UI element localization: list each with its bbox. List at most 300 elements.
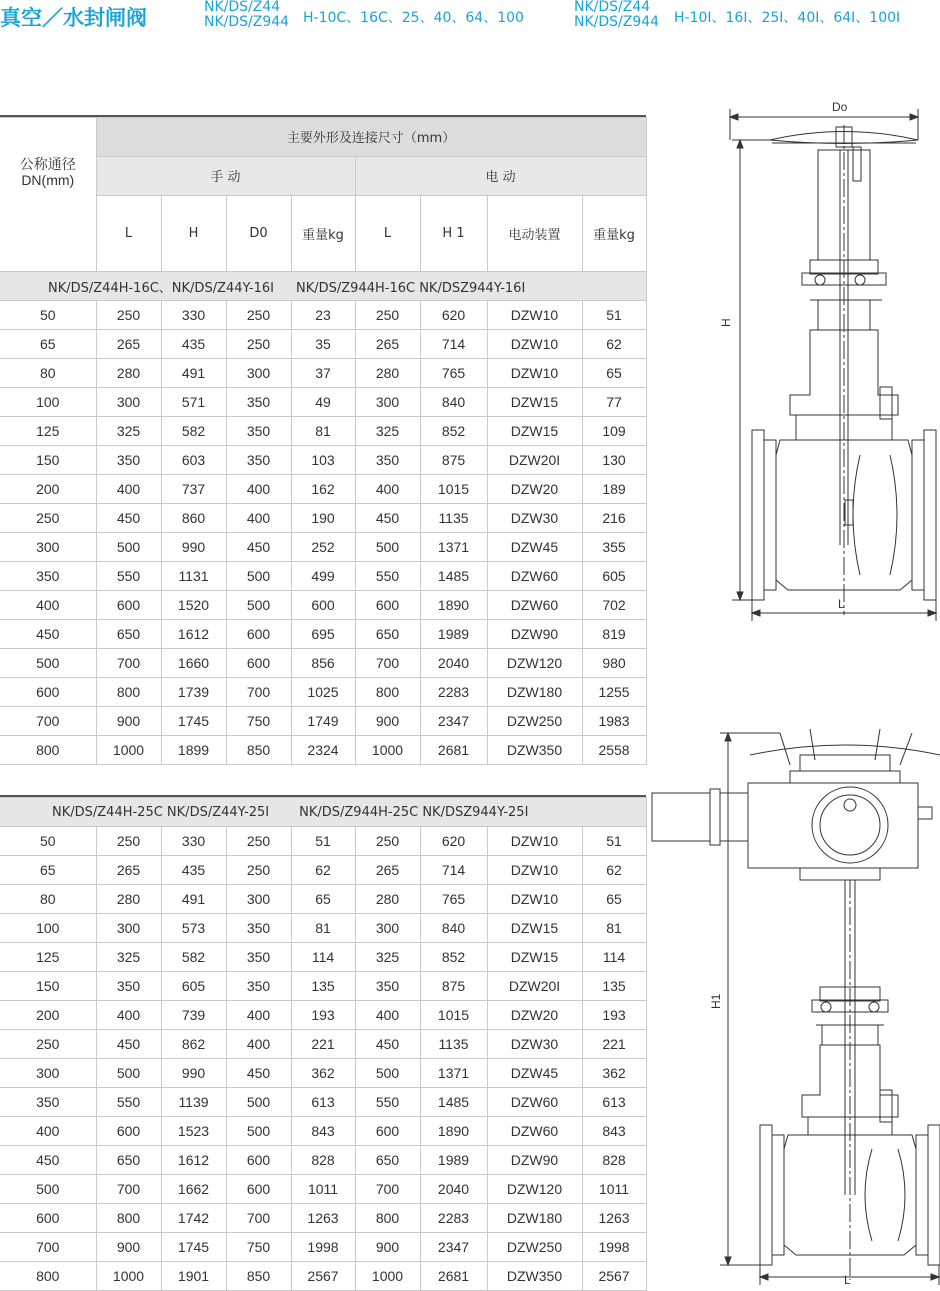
table-cell: 613 xyxy=(291,1088,355,1117)
table-cell: 450 xyxy=(96,504,161,533)
dn-cell: 800 xyxy=(0,736,96,765)
table-row xyxy=(0,1030,646,1059)
dn-cell: 100 xyxy=(0,914,96,943)
h-label: H xyxy=(719,318,733,327)
product-title: 真空／水封闸阀 xyxy=(0,6,147,30)
table-cell: DZW350 xyxy=(487,736,582,765)
table-cell: 1983 xyxy=(582,707,646,736)
table-row xyxy=(0,1233,646,1262)
dn-cell: 400 xyxy=(0,591,96,620)
table-cell: 1901 xyxy=(161,1262,226,1291)
table-cell: 550 xyxy=(96,562,161,591)
table-cell: DZW180 xyxy=(487,678,582,707)
table-row xyxy=(0,475,646,504)
table-cell: 571 xyxy=(161,388,226,417)
table-row xyxy=(0,707,646,736)
series-right-label: NK/DS/Z944H-16C NK/DSZ944Y-16I xyxy=(296,280,526,296)
table-cell: 130 xyxy=(582,446,646,475)
dn-cell: 100 xyxy=(0,388,96,417)
table-row xyxy=(0,1175,646,1204)
electric-valve-drawing xyxy=(640,725,940,1290)
table-cell: 81 xyxy=(582,914,646,943)
table-cell: 600 xyxy=(96,591,161,620)
table-row xyxy=(0,736,646,765)
series-left-label: NK/DS/Z44H-25C NK/DS/Z44Y-25I xyxy=(52,804,270,820)
table-cell: DZW250 xyxy=(487,707,582,736)
table-cell: DZW20 xyxy=(487,475,582,504)
table-cell: 325 xyxy=(355,943,420,972)
table-cell: DZW60 xyxy=(487,562,582,591)
table-row xyxy=(0,446,646,475)
table-cell: 700 xyxy=(355,649,420,678)
table-cell: DZW10 xyxy=(487,856,582,885)
table-cell: 330 xyxy=(161,301,226,330)
table-cell: 350 xyxy=(96,446,161,475)
table-row xyxy=(0,533,646,562)
table-cell: 499 xyxy=(291,562,355,591)
table-cell: 265 xyxy=(355,856,420,885)
table-cell: 400 xyxy=(96,475,161,504)
table-cell: 800 xyxy=(355,1204,420,1233)
dn-cell: 250 xyxy=(0,1030,96,1059)
l-label: L xyxy=(844,1273,851,1287)
table-cell: 1998 xyxy=(291,1233,355,1262)
table-cell: DZW30 xyxy=(487,1030,582,1059)
table-cell: 875 xyxy=(420,972,487,1001)
table-cell: 1899 xyxy=(161,736,226,765)
model-b-line1: NK/DS/Z44 xyxy=(574,0,651,15)
table-cell: 2324 xyxy=(291,736,355,765)
table-cell: 450 xyxy=(226,1059,291,1088)
table-cell: 843 xyxy=(582,1117,646,1146)
table-cell: 135 xyxy=(291,972,355,1001)
table-cell: DZW20I xyxy=(487,446,582,475)
dn-header: 公称通径 DN(mm) xyxy=(0,118,96,272)
table-cell: 350 xyxy=(226,417,291,446)
table-cell: 252 xyxy=(291,533,355,562)
table-cell: 900 xyxy=(96,1233,161,1262)
table-cell: 613 xyxy=(582,1088,646,1117)
table-cell: 355 xyxy=(582,533,646,562)
table-cell: 500 xyxy=(226,1117,291,1146)
table-row xyxy=(0,914,646,943)
table-cell: 765 xyxy=(420,885,487,914)
table-cell: DZW60 xyxy=(487,1117,582,1146)
table-cell: 1660 xyxy=(161,649,226,678)
col-weight-electric: 重量kg xyxy=(582,195,646,271)
table-cell: 900 xyxy=(355,1233,420,1262)
electric-group-header: 电 动 xyxy=(355,156,646,195)
table-cell: 221 xyxy=(582,1030,646,1059)
table-row xyxy=(0,504,646,533)
table-cell: 400 xyxy=(226,475,291,504)
table-cell: 400 xyxy=(226,1030,291,1059)
table-cell: 62 xyxy=(582,856,646,885)
table-cell: 828 xyxy=(582,1146,646,1175)
table-cell: DZW20 xyxy=(487,1001,582,1030)
table-cell: DZW15 xyxy=(487,914,582,943)
table-cell: 300 xyxy=(355,388,420,417)
table-cell: 350 xyxy=(355,446,420,475)
table-cell: 750 xyxy=(226,707,291,736)
table-cell: 350 xyxy=(226,943,291,972)
table-cell: 65 xyxy=(291,885,355,914)
table-cell: 250 xyxy=(226,827,291,856)
table-cell: 980 xyxy=(582,649,646,678)
table-row xyxy=(0,1117,646,1146)
table-cell: 714 xyxy=(420,856,487,885)
table-cell: 325 xyxy=(96,417,161,446)
table-cell: 62 xyxy=(291,856,355,885)
table-cell: 300 xyxy=(355,914,420,943)
table-row xyxy=(0,649,646,678)
dn-cell: 125 xyxy=(0,943,96,972)
table-cell: 400 xyxy=(226,1001,291,1030)
table-cell: 81 xyxy=(291,914,355,943)
table-cell: 1000 xyxy=(355,736,420,765)
table-cell: 435 xyxy=(161,856,226,885)
dn-cell: 50 xyxy=(0,827,96,856)
table-cell: 1135 xyxy=(420,1030,487,1059)
dn-cell: 500 xyxy=(0,1175,96,1204)
table-cell: 265 xyxy=(96,330,161,359)
table-cell: 1139 xyxy=(161,1088,226,1117)
table-cell: 856 xyxy=(291,649,355,678)
table-cell: 2681 xyxy=(420,1262,487,1291)
spec-table-25 xyxy=(0,797,647,1291)
table-cell: 828 xyxy=(291,1146,355,1175)
table-cell: DZW20I xyxy=(487,972,582,1001)
table-cell: 2347 xyxy=(420,707,487,736)
table-cell: 350 xyxy=(96,972,161,1001)
table-cell: 1612 xyxy=(161,620,226,649)
table-cell: DZW45 xyxy=(487,533,582,562)
table-cell: 1989 xyxy=(420,1146,487,1175)
table-cell: 280 xyxy=(355,885,420,914)
table-cell: 875 xyxy=(420,446,487,475)
table-cell: 819 xyxy=(582,620,646,649)
table-cell: 450 xyxy=(355,504,420,533)
table-cell: 2558 xyxy=(582,736,646,765)
dn-cell: 80 xyxy=(0,885,96,914)
model-b-line2: NK/DS/Z944 xyxy=(574,14,660,30)
table-cell: 81 xyxy=(291,417,355,446)
table-cell: 250 xyxy=(355,827,420,856)
table-cell: 650 xyxy=(96,1146,161,1175)
table-cell: 700 xyxy=(96,649,161,678)
table-cell: 737 xyxy=(161,475,226,504)
dn-cell: 150 xyxy=(0,446,96,475)
table-row xyxy=(0,388,646,417)
table-cell: 650 xyxy=(355,620,420,649)
table-cell: 1742 xyxy=(161,1204,226,1233)
table-cell: 250 xyxy=(96,827,161,856)
table-cell: 103 xyxy=(291,446,355,475)
table-cell: DZW90 xyxy=(487,620,582,649)
table-cell: 1485 xyxy=(420,1088,487,1117)
table-cell: 65 xyxy=(582,359,646,388)
table-cell: 700 xyxy=(226,678,291,707)
dn-cell: 300 xyxy=(0,1059,96,1088)
table-cell: 605 xyxy=(161,972,226,1001)
table-cell: 582 xyxy=(161,943,226,972)
table1-body xyxy=(0,301,646,765)
table-cell: 450 xyxy=(226,533,291,562)
table-cell: 400 xyxy=(355,1001,420,1030)
table-cell: 765 xyxy=(420,359,487,388)
model-suffix-b: H-10I、16I、25I、40I、64I、100I xyxy=(674,10,901,26)
table-cell: 550 xyxy=(355,1088,420,1117)
table-cell: 650 xyxy=(96,620,161,649)
dn-cell: 125 xyxy=(0,417,96,446)
col-l-electric: L xyxy=(355,195,420,271)
table-cell: 114 xyxy=(291,943,355,972)
table-cell: 51 xyxy=(582,301,646,330)
model-a-line1: NK/DS/Z44 xyxy=(204,0,281,15)
table-cell: 620 xyxy=(420,301,487,330)
table-cell: 2347 xyxy=(420,1233,487,1262)
table-cell: 500 xyxy=(226,591,291,620)
model-a-line2: NK/DS/Z944 xyxy=(204,14,290,30)
table-cell: DZW10 xyxy=(487,301,582,330)
table-cell: 695 xyxy=(291,620,355,649)
table-cell: DZW10 xyxy=(487,827,582,856)
table-cell: 1000 xyxy=(96,1262,161,1291)
table-cell: 1739 xyxy=(161,678,226,707)
table-cell: 500 xyxy=(96,1059,161,1088)
series-right-label: NK/DS/Z944H-25C NK/DSZ944Y-25I xyxy=(299,804,529,820)
table-cell: 600 xyxy=(226,649,291,678)
table-cell: 300 xyxy=(96,388,161,417)
dn-cell: 600 xyxy=(0,678,96,707)
table-cell: 300 xyxy=(96,914,161,943)
table-cell: 573 xyxy=(161,914,226,943)
table-row xyxy=(0,827,646,856)
table-cell: 350 xyxy=(226,446,291,475)
table-cell: 23 xyxy=(291,301,355,330)
table-cell: 862 xyxy=(161,1030,226,1059)
table-cell: 603 xyxy=(161,446,226,475)
table-cell: 1612 xyxy=(161,1146,226,1175)
dn-cell: 250 xyxy=(0,504,96,533)
table-cell: 221 xyxy=(291,1030,355,1059)
table-cell: 600 xyxy=(226,1146,291,1175)
table-cell: 330 xyxy=(161,827,226,856)
table-cell: 1890 xyxy=(420,1117,487,1146)
table-cell: DZW180 xyxy=(487,1204,582,1233)
table-cell: DZW120 xyxy=(487,1175,582,1204)
table-cell: 2567 xyxy=(291,1262,355,1291)
manual-valve-drawing xyxy=(660,95,940,625)
table-cell: 250 xyxy=(96,301,161,330)
dn-cell: 350 xyxy=(0,562,96,591)
table-cell: 1263 xyxy=(291,1204,355,1233)
manual-group-header: 手 动 xyxy=(96,156,355,195)
table-cell: 1371 xyxy=(420,533,487,562)
col-h: H xyxy=(161,195,226,271)
dn-cell: 80 xyxy=(0,359,96,388)
col-l-manual: L xyxy=(96,195,161,271)
table-cell: 600 xyxy=(355,591,420,620)
dn-cell: 350 xyxy=(0,1088,96,1117)
table-cell: 620 xyxy=(420,827,487,856)
table2-body xyxy=(0,827,646,1291)
dn-cell: 600 xyxy=(0,1204,96,1233)
table-cell: 600 xyxy=(355,1117,420,1146)
table-cell: 300 xyxy=(226,359,291,388)
table-cell: 280 xyxy=(96,359,161,388)
table-row xyxy=(0,943,646,972)
table-cell: 1015 xyxy=(420,1001,487,1030)
col-h1: H 1 xyxy=(420,195,487,271)
table-cell: 1745 xyxy=(161,1233,226,1262)
table-row xyxy=(0,359,646,388)
col-weight-manual: 重量kg xyxy=(291,195,355,271)
table-cell: 400 xyxy=(355,475,420,504)
table-row xyxy=(0,678,646,707)
dn-cell: 700 xyxy=(0,707,96,736)
table-cell: 280 xyxy=(355,359,420,388)
dn-cell: 65 xyxy=(0,856,96,885)
model-suffix-a: H-10C、16C、25、40、64、100 xyxy=(303,10,524,26)
table-cell: 2681 xyxy=(420,736,487,765)
col-d0: D0 xyxy=(226,195,291,271)
table-row xyxy=(0,1088,646,1117)
dn-cell: 700 xyxy=(0,1233,96,1262)
table-cell: 190 xyxy=(291,504,355,533)
table-cell: 491 xyxy=(161,359,226,388)
table-cell: 1371 xyxy=(420,1059,487,1088)
table-cell: 650 xyxy=(355,1146,420,1175)
table-row xyxy=(0,330,646,359)
do-label: Do xyxy=(832,100,848,114)
table-cell: 900 xyxy=(355,707,420,736)
table-cell: 850 xyxy=(226,1262,291,1291)
dn-cell: 200 xyxy=(0,475,96,504)
table-cell: DZW350 xyxy=(487,1262,582,1291)
table-cell: 582 xyxy=(161,417,226,446)
table-cell: 2283 xyxy=(420,678,487,707)
series-left-label: NK/DS/Z44H-16C、NK/DS/Z44Y-16I xyxy=(48,280,274,296)
table-row xyxy=(0,1059,646,1088)
table-cell: 1011 xyxy=(291,1175,355,1204)
table-row xyxy=(0,1001,646,1030)
table-cell: 162 xyxy=(291,475,355,504)
table-row xyxy=(0,591,646,620)
table-row xyxy=(0,1262,646,1291)
table-cell: 600 xyxy=(226,1175,291,1204)
table-cell: 840 xyxy=(420,914,487,943)
table-cell: 1520 xyxy=(161,591,226,620)
table-cell: DZW10 xyxy=(487,359,582,388)
table-cell: 250 xyxy=(226,330,291,359)
table-cell: 1025 xyxy=(291,678,355,707)
table-row xyxy=(0,885,646,914)
dn-cell: 150 xyxy=(0,972,96,1001)
table-cell: 500 xyxy=(226,1088,291,1117)
table-cell: 702 xyxy=(582,591,646,620)
table-row xyxy=(0,856,646,885)
table-cell: 350 xyxy=(226,388,291,417)
table-cell: 2283 xyxy=(420,1204,487,1233)
table-cell: 265 xyxy=(355,330,420,359)
table-cell: 2040 xyxy=(420,649,487,678)
l-label: L xyxy=(838,597,845,611)
table-cell: 300 xyxy=(226,885,291,914)
table-cell: 400 xyxy=(226,504,291,533)
table-cell: 350 xyxy=(226,914,291,943)
table-row xyxy=(0,620,646,649)
table-cell: DZW45 xyxy=(487,1059,582,1088)
table-cell: 109 xyxy=(582,417,646,446)
table-cell: 62 xyxy=(582,330,646,359)
table-cell: 714 xyxy=(420,330,487,359)
table-cell: 35 xyxy=(291,330,355,359)
model-stack-b xyxy=(574,0,659,30)
dn-cell: 800 xyxy=(0,1262,96,1291)
table-cell: 1131 xyxy=(161,562,226,591)
dn-cell: 50 xyxy=(0,301,96,330)
table-cell: DZW60 xyxy=(487,591,582,620)
table-cell: 400 xyxy=(96,1001,161,1030)
table-cell: 325 xyxy=(96,943,161,972)
table-cell: 37 xyxy=(291,359,355,388)
table-row xyxy=(0,301,646,330)
dn-cell: 450 xyxy=(0,1146,96,1175)
table-cell: 739 xyxy=(161,1001,226,1030)
table-cell: 1000 xyxy=(355,1262,420,1291)
table-cell: 491 xyxy=(161,885,226,914)
table-cell: 1000 xyxy=(96,736,161,765)
table-cell: 600 xyxy=(96,1117,161,1146)
table-cell: 325 xyxy=(355,417,420,446)
table-cell: 1263 xyxy=(582,1204,646,1233)
table-cell: 51 xyxy=(291,827,355,856)
table-row xyxy=(0,972,646,1001)
series-row xyxy=(0,272,646,301)
table-cell: 350 xyxy=(355,972,420,1001)
table-cell: 1011 xyxy=(582,1175,646,1204)
table-cell: 280 xyxy=(96,885,161,914)
table-cell: 852 xyxy=(420,417,487,446)
table-cell: 65 xyxy=(582,885,646,914)
table-cell: DZW250 xyxy=(487,1233,582,1262)
table-cell: 2040 xyxy=(420,1175,487,1204)
table-cell: 1890 xyxy=(420,591,487,620)
col-actuator: 电动装置 xyxy=(487,195,582,271)
table-cell: DZW60 xyxy=(487,1088,582,1117)
table-cell: 1749 xyxy=(291,707,355,736)
table-cell: 500 xyxy=(355,533,420,562)
table-cell: 250 xyxy=(226,301,291,330)
table-cell: 350 xyxy=(226,972,291,1001)
table-cell: 1523 xyxy=(161,1117,226,1146)
table-cell: 1662 xyxy=(161,1175,226,1204)
table-cell: 605 xyxy=(582,562,646,591)
dn-cell: 200 xyxy=(0,1001,96,1030)
table-cell: DZW10 xyxy=(487,885,582,914)
table-cell: DZW30 xyxy=(487,504,582,533)
table-cell: 1485 xyxy=(420,562,487,591)
table-cell: 189 xyxy=(582,475,646,504)
table-cell: 600 xyxy=(226,620,291,649)
spec-table-16 xyxy=(0,117,647,765)
table-cell: 990 xyxy=(161,1059,226,1088)
table-cell: 700 xyxy=(355,1175,420,1204)
table-cell: 700 xyxy=(226,1204,291,1233)
table-cell: 265 xyxy=(96,856,161,885)
table-cell: 500 xyxy=(96,533,161,562)
